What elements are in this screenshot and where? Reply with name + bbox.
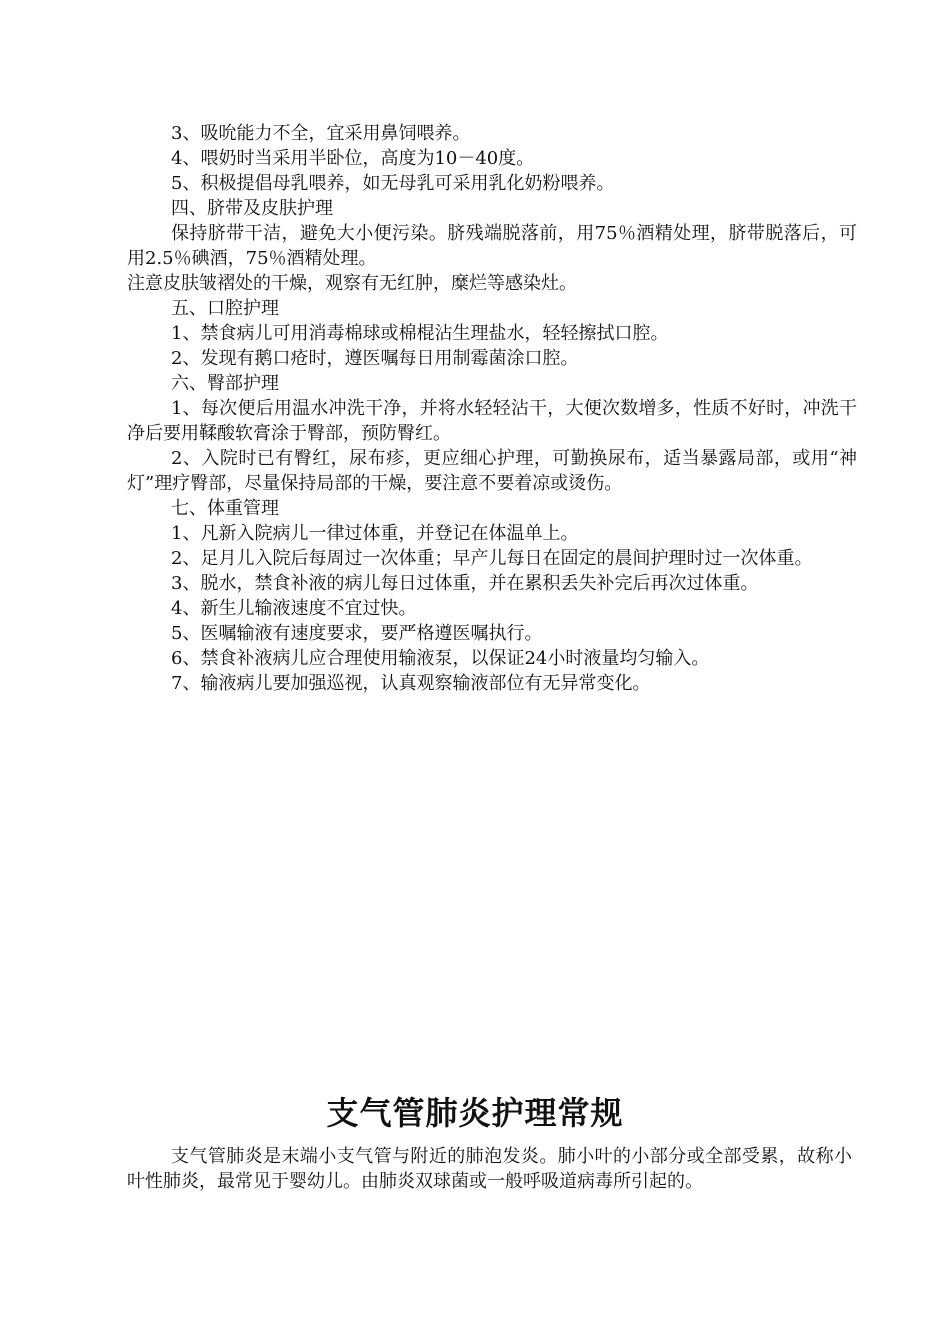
skin-care-line: 注意皮肤皱褶处的干燥，观察有无红肿，糜烂等感染灶。 xyxy=(127,273,577,294)
section-heading-oral: 五、口腔护理 xyxy=(171,298,279,319)
infusion-item-4: 4、新生儿输液速度不宜过快。 xyxy=(171,598,417,619)
pneumonia-section xyxy=(127,1144,852,1194)
oral-item-1: 1、禁食病儿可用消毒棉球或棉棍沾生理盐水，轻轻擦拭口腔。 xyxy=(171,323,669,344)
buttock-item-2: 2、入院时已有臀红，尿布疹，更应细心护理，可勤换尿布，适当暴露局部，或用“神灯”理疗臀部，尽量保持局部的干燥，要注意不要着凉或烫伤。 xyxy=(127,448,857,494)
nursing-section-continued xyxy=(127,121,857,696)
feeding-item-3: 3、吸吮能力不全，宜采用鼻饲喂养。 xyxy=(171,123,471,144)
section-heading-umbilical: 四、脐带及皮肤护理 xyxy=(171,198,333,219)
section-heading-buttock: 六、臀部护理 xyxy=(171,373,279,394)
umbilical-paragraph: 保持脐带干洁，避免大小便污染。脐残端脱落前，用75％酒精处理，脐带脱落后，可用2.5％碘酒，75％酒精处理。 xyxy=(127,223,857,269)
buttock-item-1: 1、每次便后用温水冲洗干净，并将水轻轻沾干，大便次数增多，性质不好时，冲洗干净后要用鞣酸软膏涂于臀部，预防臀红。 xyxy=(127,398,857,444)
pneumonia-intro-paragraph: 支气管肺炎是末端小支气管与附近的肺泡发炎。肺小叶的小部分或全部受累，故称小叶性肺炎，最常见于婴幼儿。由肺炎双球菌或一般呼吸道病毒所引起的。 xyxy=(127,1146,852,1192)
weight-item-3: 3、脱水，禁食补液的病儿每日过体重，并在累积丢失补完后再次过体重。 xyxy=(171,573,759,594)
weight-item-2: 2、足月儿入院后每周过一次体重；早产儿每日在固定的晨间护理时过一次体重。 xyxy=(171,548,813,569)
infusion-item-5: 5、医嘱输液有速度要求，要严格遵医嘱执行。 xyxy=(171,623,543,644)
weight-item-1: 1、凡新入院病儿一律过体重，并登记在体温单上。 xyxy=(171,523,579,544)
infusion-item-6: 6、禁食补液病儿应合理使用输液泵，以保证24小时液量均匀输入。 xyxy=(171,648,710,669)
infusion-item-7: 7、输液病儿要加强巡视，认真观察输液部位有无异常变化。 xyxy=(171,673,651,694)
feeding-item-4: 4、喂奶时当采用半卧位，高度为10－40度。 xyxy=(171,148,535,169)
section-heading-weight: 七、体重管理 xyxy=(171,498,279,519)
document-heading: 支气管肺炎护理常规 xyxy=(326,1094,624,1133)
oral-item-2: 2、发现有鹅口疮时，遵医嘱每日用制霉菌涂口腔。 xyxy=(171,348,579,369)
feeding-item-5: 5、积极提倡母乳喂养，如无母乳可采用乳化奶粉喂养。 xyxy=(171,173,615,194)
